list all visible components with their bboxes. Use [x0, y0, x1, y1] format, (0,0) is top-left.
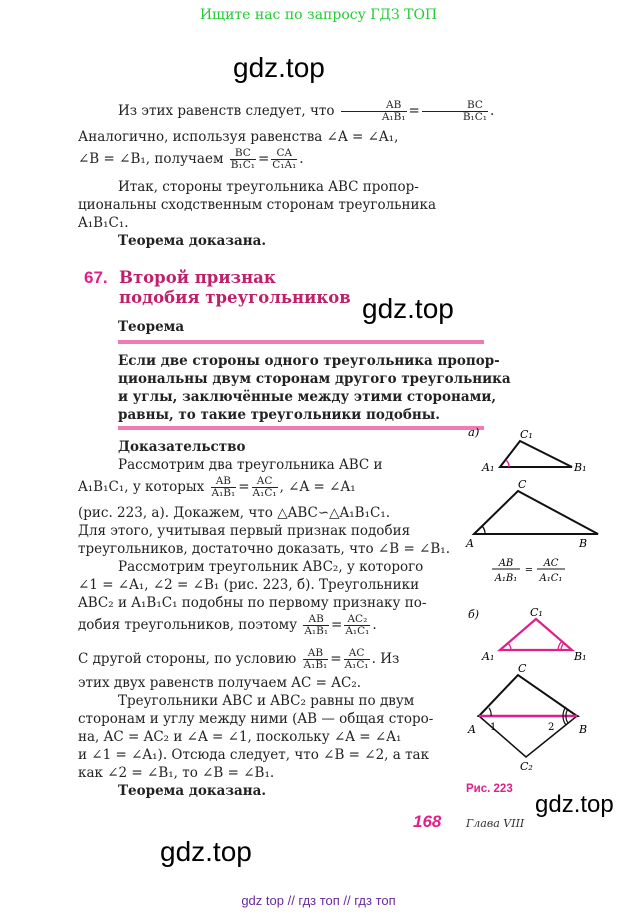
triangle-abc [479, 675, 577, 716]
text-line: Итак, стороны треугольника ABC пропор- [118, 179, 419, 195]
footer-links: gdz top // гдз топ // гдз топ [241, 893, 396, 908]
point-label: A₁ [482, 650, 495, 663]
point-label: C₁ [520, 428, 533, 441]
point-label: C [518, 662, 527, 675]
point-label: B [579, 723, 588, 736]
watermark: gdz.top [160, 836, 252, 867]
fraction: $\frac{AC}{\text{A₁C₁}}$ [252, 475, 277, 499]
triangle-abc [474, 491, 598, 534]
text-line: Треугольники ABC и ABC₂ равны по двум [118, 693, 415, 709]
fraction: $\frac{CA}{\text{C₁A₁}}$ [272, 147, 297, 171]
equals-sign: = [524, 565, 534, 576]
text-line: сторонам и углу между ними (AB — общая сторо- [78, 711, 434, 727]
fraction-num: AC [543, 558, 559, 569]
triangle-a1b1c1 [500, 441, 572, 467]
watermark: gdz.top [362, 293, 454, 324]
theorem-bottom-bar [118, 426, 484, 430]
text-line: (рис. 223, a). Докажем, что △ABC∽△A₁B₁C₁. [78, 505, 391, 521]
text-line: на, AC = AC₂ и ∠A = ∠1, поскольку ∠A = ∠A₁ [78, 729, 402, 745]
fraction: $\frac{BC}{\text{B₁C₁}}$ [422, 100, 488, 123]
fraction-num: AB [498, 558, 514, 569]
text-line: Для этого, учитывая первый признак подобия [78, 523, 411, 539]
point-label: A [468, 723, 476, 736]
point-label: A₁ [482, 461, 495, 474]
text-line: ∠1 = ∠A₁, ∠2 = ∠B₁ (рис. 223, б). Треугольники [78, 577, 420, 593]
watermark: gdz.top [535, 791, 614, 818]
chapter-label: Глава VIII [466, 817, 525, 830]
figure-223 [462, 422, 632, 802]
figure-label-a: а) [468, 425, 480, 439]
theorem-proved: Теорема доказана. [118, 233, 267, 249]
text-line: ABC₂ и A₁B₁C₁ подобны по первому признаку по- [78, 595, 427, 611]
theorem-line: и углы, заключённые между этими сторонами, [118, 389, 497, 405]
angle-arc [506, 460, 509, 467]
fraction-den: A₁B₁ [494, 573, 518, 584]
text-line: A₁B₁C₁. [78, 215, 129, 231]
fraction: $\frac{AB}{\text{A₁B₁}}$ [303, 647, 328, 671]
text-line: Из этих равенств следует, что $\frac{AB}{\text{A₁B₁}}$ = $\frac{BC}{\text{B₁C₁}}$ . [118, 99, 495, 123]
text-line: треугольников, достаточно доказать, что ∠B = ∠B₁. [78, 541, 450, 557]
point-label: A [466, 537, 474, 550]
theorem-line: Если две стороны одного треугольника пропор- [118, 353, 500, 369]
fraction: $\frac{\text{AC₂}}{\text{A₁C₁}}$ [345, 613, 370, 637]
text-line: и ∠1 = ∠A₁). Отсюда следует, что ∠B = ∠2, а так [78, 747, 430, 763]
figure-caption: Рис. 223 [466, 783, 513, 795]
theorem-line: циональны двум сторонам другого треугольника [118, 371, 511, 387]
text-line: С другой стороны, по условию $\frac{AB}{\text{A₁B₁}}$ = $\frac{AC}{\text{A₁C₁}}$ . Из [78, 647, 400, 671]
top-banner: Ищите нас по запросу ГДЗ ТОП [199, 7, 438, 23]
text-line: как ∠2 = ∠B₁, то ∠B = ∠B₁. [78, 765, 275, 781]
fraction: $\frac{AB}{\text{A₁B₁}}$ [341, 100, 407, 123]
fraction: $\frac{AB}{\text{A₁B₁}}$ [211, 475, 236, 499]
text-line: циональны сходственным сторонам треугольника [78, 197, 436, 213]
page-number: 168 [413, 812, 442, 831]
text-line: Аналогично, используя равенства ∠A = ∠A₁, [78, 129, 399, 145]
angle-label: 2 [548, 722, 555, 733]
point-label: C₂ [520, 760, 533, 773]
point-label: B₁ [574, 650, 587, 663]
point-label: C₁ [530, 606, 543, 619]
point-label: B [579, 537, 588, 550]
section-title: Второй признак подобия треугольников [119, 268, 351, 307]
theorem-line: равны, то такие треугольники подобны. [118, 407, 440, 423]
text-line: этих двух равенств получаем AC = AC₂. [78, 675, 362, 691]
theorem-proved: Теорема доказана. [118, 783, 267, 799]
fraction: $\frac{AC}{\text{A₁C₁}}$ [344, 647, 369, 671]
text-line: Рассмотрим два треугольника ABC и [118, 457, 383, 473]
fraction: $\frac{BC}{\text{B₁C₁}}$ [230, 147, 255, 171]
fraction: $\frac{AB}{\text{A₁B₁}}$ [304, 613, 329, 637]
fraction-den: A₁C₁ [539, 573, 563, 584]
angle-arc [482, 526, 485, 534]
text-line: ∠B = ∠B₁, получаем $\frac{BC}{\text{B₁C₁}}$ = $\frac{CA}{\text{C₁A₁}}$ . [78, 147, 304, 171]
proof-label: Доказательство [118, 439, 246, 455]
text-line: добия треугольников, поэтому $\frac{AB}{\text{A₁B₁}}$ = $\frac{\text{AC₂}}{\text{A₁C₁}}$ . [78, 613, 377, 637]
triangle-a1b1c1-pink [500, 619, 572, 650]
text-line: Рассмотрим треугольник ABC₂, у которого [118, 559, 424, 575]
watermark: gdz.top [233, 52, 325, 83]
theorem-top-bar [118, 340, 484, 344]
section-number: 67. [84, 268, 108, 287]
angle-label: 1 [490, 722, 497, 733]
figure-label-b: б) [468, 608, 480, 621]
point-label: C [518, 478, 527, 491]
point-label: B₁ [574, 461, 587, 474]
text-line: A₁B₁C₁, у которых $\frac{AB}{\text{A₁B₁}}$ = $\frac{AC}{\text{A₁C₁}}$ , ∠A = ∠A₁ [78, 475, 356, 499]
theorem-label: Теорема [118, 319, 185, 335]
